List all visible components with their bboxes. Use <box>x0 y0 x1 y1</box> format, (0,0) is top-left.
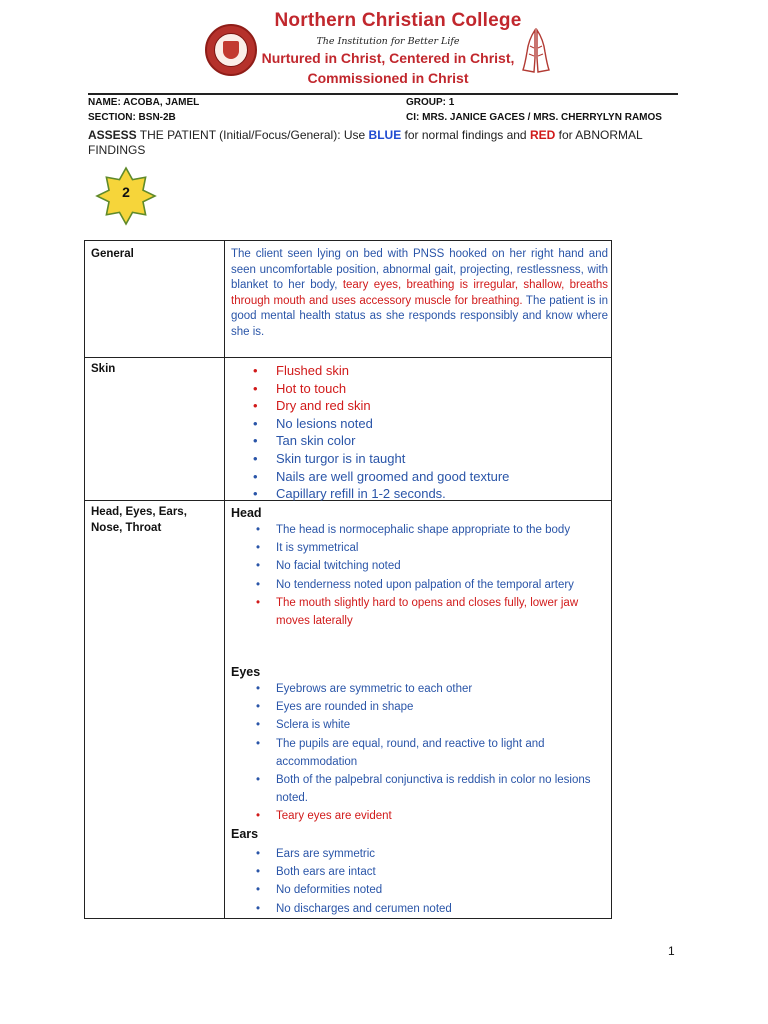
list-item: • Eyebrows are symmetric to each other <box>231 680 606 698</box>
list-item: • Hot to touch <box>231 380 509 398</box>
list-item: • No lesions noted <box>231 415 509 433</box>
list-item: • Dry and red skin <box>231 397 509 415</box>
instruction-text-1: THE PATIENT (Initial/Focus/General): Use <box>136 128 369 142</box>
list-item: • No facial twitching noted <box>231 557 606 575</box>
assessment-table <box>84 240 612 919</box>
praying-hands-icon <box>522 28 550 74</box>
head-subheading: Head <box>231 506 262 520</box>
list-item: • Sclera is white <box>231 716 606 734</box>
list-item: • It is symmetrical <box>231 539 606 557</box>
heent-label: Head, Eyes, Ears, Nose, Throat <box>91 506 187 534</box>
college-name: Northern Christian College <box>274 10 522 31</box>
general-abnormal-text: teary eyes, breathing is irregular, shallow, breaths through mouth and uses accessory muscle for breathing. <box>231 279 608 307</box>
motto-line-1: Nurtured in Christ, Centered in Christ, <box>261 50 515 66</box>
skin-label: Skin <box>91 363 116 375</box>
motto-line-2: Commissioned in Christ <box>307 70 469 86</box>
clinical-instructors: CI: MRS. JANICE GACES / MRS. CHERRYLYN RAMOS <box>406 112 662 123</box>
general-label: General <box>91 248 134 260</box>
student-section: SECTION: BSN-2B <box>88 112 176 123</box>
eyes-findings-list <box>231 680 606 826</box>
student-name: NAME: ACOBA, JAMEL <box>88 97 200 108</box>
ears-subheading: Ears <box>231 827 259 841</box>
list-item: • The mouth slightly hard to opens and closes fully, lower jaw moves laterally <box>231 594 606 630</box>
head-findings-list <box>231 521 606 630</box>
list-item: • Capillary refill in 1-2 seconds. <box>231 485 509 503</box>
page-number: 1 <box>668 944 675 958</box>
list-item: • No deformities noted <box>231 881 606 899</box>
assess-keyword: ASSESS <box>88 128 137 142</box>
college-tagline: The Institution for Better Life <box>316 36 460 47</box>
list-item: • Flushed skin <box>231 362 509 380</box>
assessment-instruction <box>88 128 688 158</box>
ears-findings-list <box>231 845 606 918</box>
list-item: • No tenderness noted upon palpation of the temporal artery <box>231 576 606 594</box>
list-item: • Eyes are rounded in shape <box>231 698 606 716</box>
list-item: • The pupils are equal, round, and reactive to light and accommodation <box>231 735 606 771</box>
list-item: • No discharges and cerumen noted <box>231 900 606 918</box>
student-group: GROUP: 1 <box>406 97 455 108</box>
general-normal-text-2: The patient is in good mental health status as she responds responsibly and know where she is. <box>231 294 608 338</box>
list-item: • Teary eyes are evident <box>231 807 606 825</box>
red-keyword: RED <box>529 128 556 142</box>
instruction-text-2: for normal findings and <box>401 128 530 142</box>
eyes-subheading: Eyes <box>231 665 261 679</box>
general-normal-text-1: The client seen lying on bed with PNSS hooked on her right hand and seen uncomfortable position, abnormal gait, projecting, restlessness, with blanket to her body, <box>231 248 608 292</box>
blue-keyword: BLUE <box>368 128 402 142</box>
college-seal <box>205 24 257 76</box>
header-divider <box>88 93 678 95</box>
list-item: • Both of the palpebral conjunctiva is reddish in color no lesions noted. <box>231 771 606 807</box>
list-item: • Both ears are intact <box>231 863 606 881</box>
list-item: • Tan skin color <box>231 432 509 450</box>
badge-number: 2 <box>122 184 130 200</box>
general-findings <box>231 247 608 341</box>
list-item: • Ears are symmetric <box>231 845 606 863</box>
instruction-text-3: for ABNORMAL FINDINGS <box>88 128 643 157</box>
list-item: • The head is normocephalic shape appropriate to the body <box>231 521 606 539</box>
skin-findings-list <box>231 362 509 503</box>
list-item: • Skin turgor is in taught <box>231 450 509 468</box>
list-item: • Nails are well groomed and good texture <box>231 468 509 486</box>
